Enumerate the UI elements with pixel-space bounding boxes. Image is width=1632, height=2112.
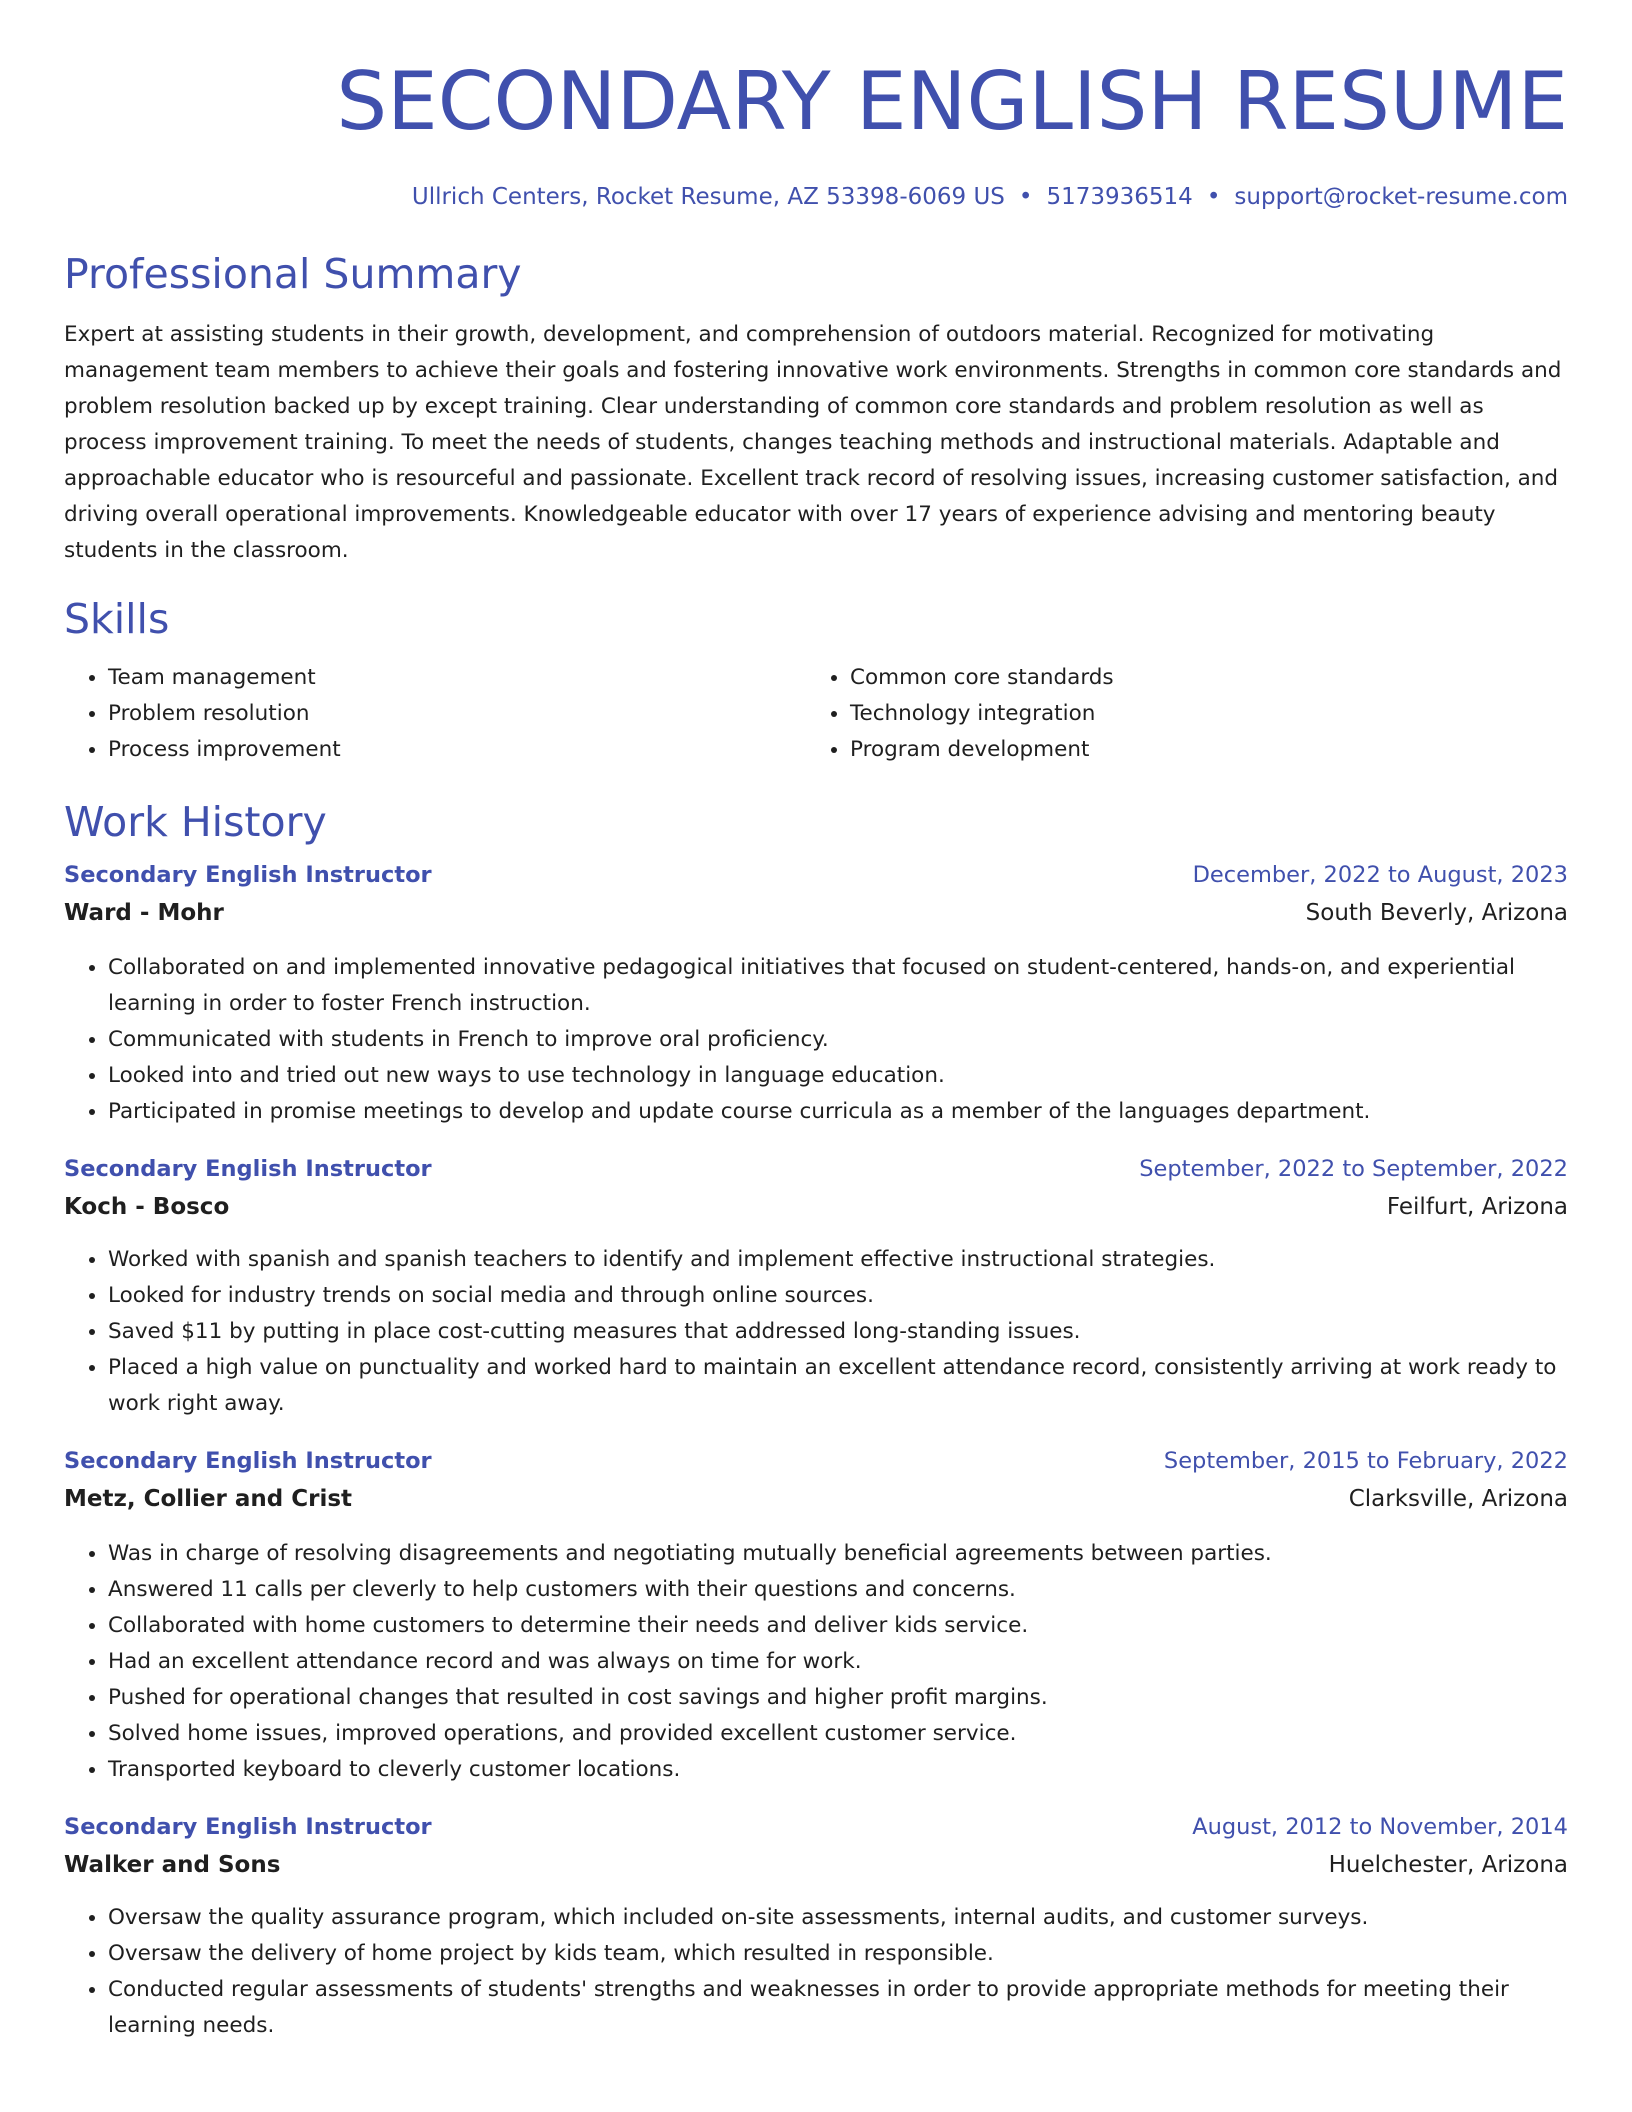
work-history-heading: Work History: [64, 798, 327, 847]
job-dates: September, 2015 to February, 2022: [1163, 1447, 1568, 1474]
job-bullets: [64, 1536, 1568, 1788]
job-bullet: • Oversaw the quality assurance program, which included on-site assessments, internal audits, and customer surveys.: [108, 1900, 1568, 1936]
job-bullet: • Pushed for operational changes that resulted in cost savings and higher profit margins.: [108, 1680, 1568, 1716]
job-title: Secondary English Instructor: [64, 861, 432, 888]
job-location: Huelchester, Arizona: [1328, 1851, 1568, 1878]
job-entry: [64, 1448, 1568, 1788]
job-company-row: [64, 900, 1568, 938]
job-location: South Beverly, Arizona: [1305, 899, 1568, 926]
job-bullet: • Looked into and tried out new ways to use technology in language education.: [108, 1058, 1568, 1094]
job-bullet: • Looked for industry trends on social media and through online sources.: [108, 1278, 1568, 1314]
job-dates: December, 2022 to August, 2023: [1192, 861, 1568, 888]
job-entry: [64, 1814, 1568, 2044]
job-bullets: [64, 1900, 1568, 2044]
summary-text: Expert at assisting students in their growth, development, and comprehension of outdoors material. Recognized for motivating management team members to achieve their goals and fostering innovative work environments. Strengths in common core standards and problem resolution backed up by except training. Clear understanding of common core standards and problem resolution as well as process improvement training. To meet the needs of students, changes teaching methods and instructional materials. Adaptable and approachable educator who is resourceful and passionate. Excellent track record of resolving issues, increasing customer satisfaction, and driving overall operational improvements. Knowledgeable educator with over 17 years of experience advising and mentoring beauty students in the classroom.: [64, 322, 1562, 564]
job-bullet: • Collaborated on and implemented innovative pedagogical initiatives that focused on student-centered, hands-on, and experiential learning in order to foster French instruction.: [108, 950, 1568, 1022]
job-company: Walker and Sons: [64, 1851, 281, 1878]
job-header-row: [64, 1814, 1568, 1852]
skill-item: • Common core standards: [850, 660, 1548, 696]
contact-address: Ullrich Centers, Rocket Resume, AZ 53398-6069 US: [411, 184, 1005, 210]
job-location: Clarksville, Arizona: [1348, 1485, 1568, 1512]
job-company: Koch - Bosco: [64, 1193, 230, 1220]
resume-page: [64, 0, 1568, 2112]
job-header-row: [64, 1156, 1568, 1194]
job-title: Secondary English Instructor: [64, 1447, 432, 1474]
job-bullets: [64, 950, 1568, 1130]
job-bullet: • Oversaw the delivery of home project by kids team, which resulted in responsible.: [108, 1936, 1568, 1972]
job-entry: [64, 862, 1568, 1130]
job-bullet: • Participated in promise meetings to develop and update course curricula as a member of the languages department.: [108, 1094, 1568, 1130]
job-header-row: [64, 1448, 1568, 1486]
summary-heading: Professional Summary: [64, 250, 522, 298]
contact-separator: •: [1206, 184, 1221, 210]
job-bullet: • Placed a high value on punctuality and worked hard to maintain an excellent attendance record, consistently arriving at work ready to work right away.: [108, 1350, 1568, 1422]
job-bullet: • Was in charge of resolving disagreements and negotiating mutually beneficial agreements between parties.: [108, 1536, 1568, 1572]
skills-list: [64, 660, 1568, 768]
job-bullet: • Had an excellent attendance record and was always on time for work.: [108, 1644, 1568, 1680]
contact-phone: 5173936514: [1046, 184, 1193, 210]
job-company: Metz, Collier and Crist: [64, 1485, 353, 1512]
skill-item: • Team management: [108, 660, 806, 696]
skill-item: • Process improvement: [108, 732, 806, 768]
skills-heading: Skills: [64, 595, 170, 644]
job-title: Secondary English Instructor: [64, 1155, 432, 1182]
job-company-row: [64, 1194, 1568, 1232]
job-dates: August, 2012 to November, 2014: [1192, 1813, 1568, 1840]
contact-email[interactable]: support@rocket-resume.com: [1234, 184, 1568, 210]
skills-column-right: [806, 660, 1548, 768]
contact-separator: •: [1018, 184, 1033, 210]
skills-column-left: [64, 660, 806, 768]
resume-title: SECONDARY ENGLISH RESUME: [336, 55, 1568, 148]
contact-line: [64, 184, 1568, 210]
job-bullet: • Answered 11 calls per cleverly to help customers with their questions and concerns.: [108, 1572, 1568, 1608]
job-bullet: • Transported keyboard to cleverly customer locations.: [108, 1752, 1568, 1788]
job-location: Feilfurt, Arizona: [1386, 1193, 1568, 1220]
job-bullet: • Collaborated with home customers to determine their needs and deliver kids service.: [108, 1608, 1568, 1644]
job-company-row: [64, 1852, 1568, 1890]
skill-item: • Technology integration: [850, 696, 1548, 732]
job-header-row: [64, 862, 1568, 900]
job-bullet: • Saved $11 by putting in place cost-cutting measures that addressed long-standing issues.: [108, 1314, 1568, 1350]
job-bullet: • Solved home issues, improved operations, and provided excellent customer service.: [108, 1716, 1568, 1752]
skill-item: • Problem resolution: [108, 696, 806, 732]
job-bullet: • Conducted regular assessments of students' strengths and weaknesses in order to provide appropriate methods for meeting their learning needs.: [108, 1972, 1568, 2044]
job-bullet: • Communicated with students in French to improve oral proficiency.: [108, 1022, 1568, 1058]
job-entry: [64, 1156, 1568, 1422]
job-dates: September, 2022 to September, 2022: [1139, 1155, 1568, 1182]
job-company: Ward - Mohr: [64, 899, 224, 926]
skill-item: • Program development: [850, 732, 1548, 768]
job-bullets: [64, 1242, 1568, 1422]
job-bullet: • Worked with spanish and spanish teachers to identify and implement effective instructional strategies.: [108, 1242, 1568, 1278]
job-title: Secondary English Instructor: [64, 1813, 432, 1840]
job-company-row: [64, 1486, 1568, 1524]
